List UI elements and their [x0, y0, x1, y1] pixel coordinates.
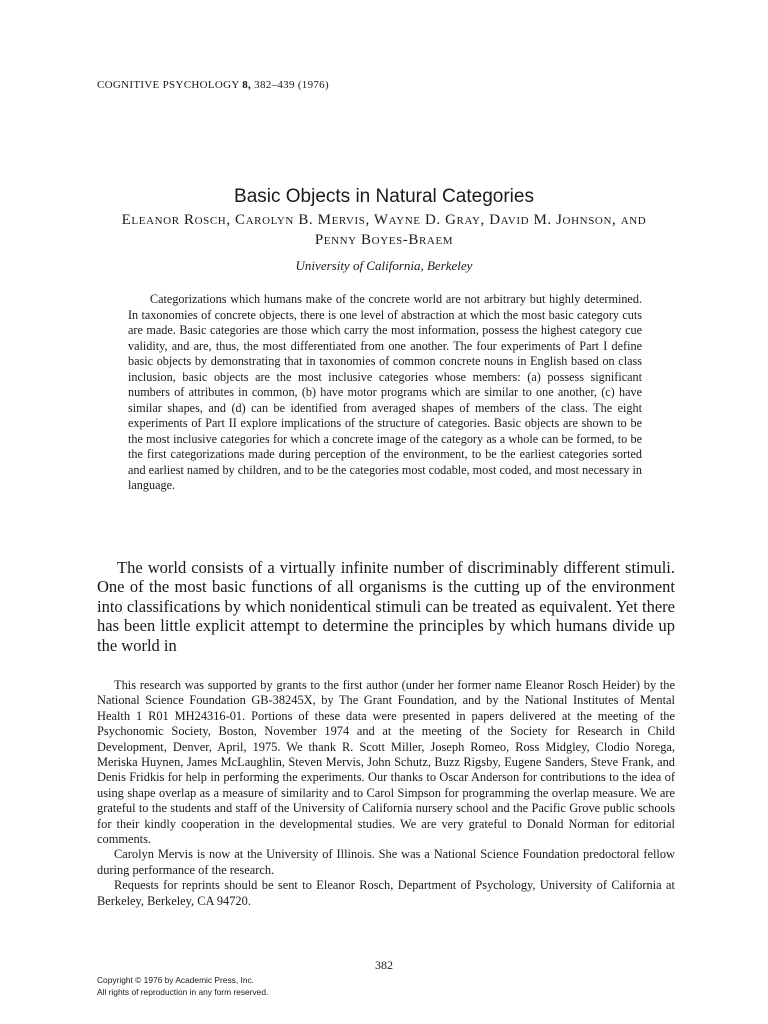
- author-list: Eleanor Rosch, Carolyn B. Mervis, Wayne D. Gray, David M. Johnson, and Penny Boyes-Braem: [121, 212, 647, 248]
- rights-line: All rights of reproduction in any form reserved.: [97, 987, 269, 997]
- journal-pages-year: 382–439 (1976): [254, 79, 329, 91]
- footnote-reprints: Requests for reprints should be sent to Eleanor Rosch, Department of Psychology, University of California at Berkeley, Berkeley, CA 94720.: [97, 878, 675, 908]
- copyright-line: Copyright © 1976 by Academic Press, Inc.: [97, 975, 254, 985]
- page-number: 382: [375, 958, 393, 972]
- journal-volume: 8,: [242, 79, 252, 91]
- footnote-affiliation-note: Carolyn Mervis is now at the University of Illinois. She was a National Science Foundation predoctoral fellow during performance of the research.: [97, 847, 675, 877]
- paper-title: Basic Objects in Natural Categories: [234, 185, 534, 207]
- abstract-text: Categorizations which humans make of the concrete world are not arbitrary but highly determined. In taxonomies of concrete objects, there is one level of abstraction at which the most basic category cuts are made. Basic categories are those which carry the most information, possess the highest category cue validity, and are, thus, the most differentiated from one another. The four experiments of Part I define basic objects by demonstrating that in taxonomies of common concrete nouns in English based on class inclusion, basic objects are the most inclusive categories whose members: (a) possess significant numbers of attributes in common, (b) have motor programs which are similar to one another, (c) have similar shapes, and (d) can be identified from averaged shapes of members of the class. The eight experiments of Part II explore implications of the structure of categories. Basic objects are shown to be the most inclusive categories for which a concrete image of the category as a whole can be formed, to be the first categorizations made during perception of the environment, to be the earliest categories sorted and earliest named by children, and to be the categories most codable, most coded, and most necessary in language.: [128, 292, 642, 492]
- affiliation: University of California, Berkeley: [295, 258, 473, 273]
- footnotes: [97, 678, 675, 909]
- journal-name: COGNITIVE PSYCHOLOGY: [97, 79, 240, 91]
- footnote-funding: This research was supported by grants to the first author (under her former name Eleanor Rosch Heider) by the National Science Foundation GB-38245X, by The Grant Foundation, and by the National Institutes of Mental Health 1 R01 MH24316-01. Portions of these data were presented in papers delivered at the meeting of the Psychonomic Society, Boston, November 1974 and at the meeting of the Society for Research in Child Development, Denver, April, 1975. We thank R. Scott Miller, Joseph Romeo, Ross Midgley, Clodio Norega, Meriska Huynen, James McLaughlin, Steven Mervis, John Schutz, Buzz Rigsby, Eugene Sanders, Steve Frank, and Denis Fridkis for help in performing the experiments. Our thanks to Oscar Anderson for contributions to the idea of using shape overlap as a measure of similarity and to Carol Simpson for programming the overlap measure. We are grateful to the students and staff of the University of California nursery school and the Pacific Grove public schools for their kindly cooperation in the developmental studies. We are very grateful to Donald Norman for editorial comments.: [97, 678, 675, 847]
- body-paragraph: The world consists of a virtually infinite number of discriminably different stimuli. One of the most basic functions of all organisms is the cutting up of the environment into classifications by which nonidentical stimuli can be treated as equivalent. Yet there has been little explicit attempt to determine the principles by which humans divide up the world in: [97, 558, 675, 655]
- body-text: [97, 558, 675, 655]
- copyright-notice: [97, 974, 268, 998]
- abstract: [128, 292, 642, 494]
- journal-header: [97, 79, 329, 91]
